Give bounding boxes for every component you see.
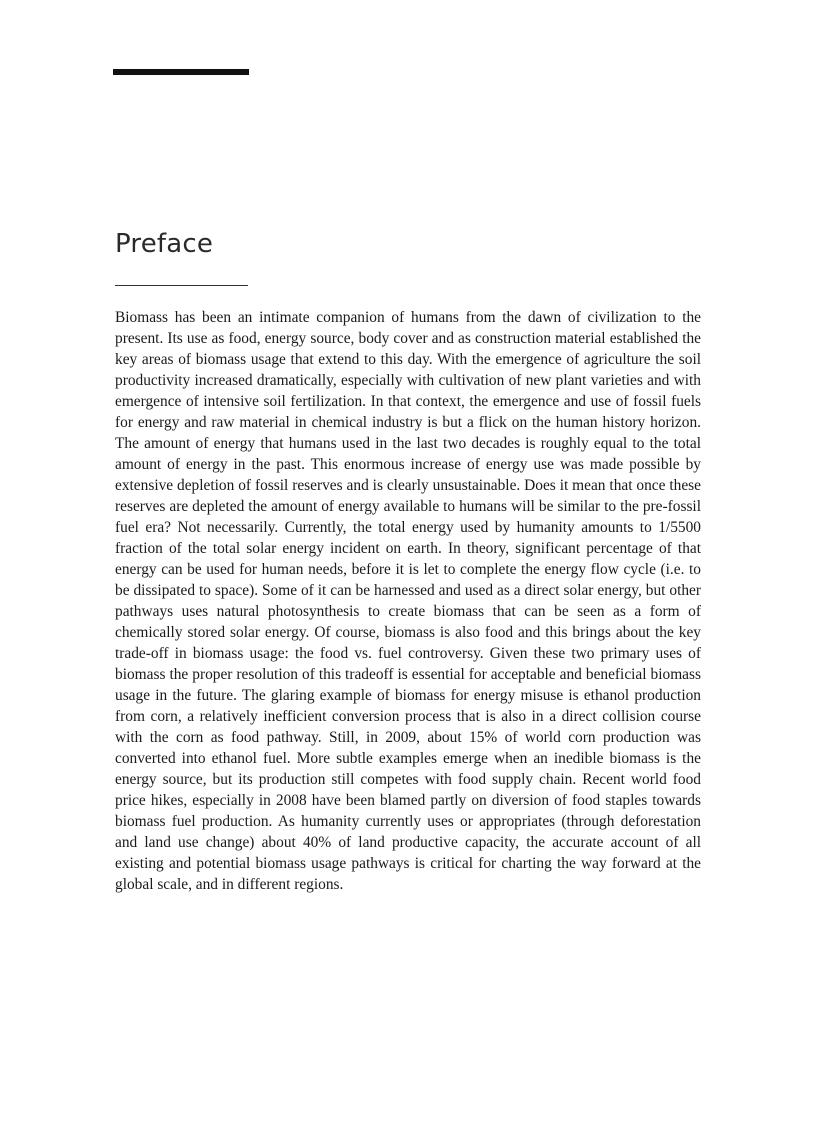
- page-title: Preface: [115, 229, 214, 259]
- preface-body-paragraph: Biomass has been an intimate companion of humans from the dawn of civilization to the present. Its use as food, energy source, body cover and as construction material established the key areas of biomass usage that extend to this day. With the emergence of agriculture the soil productivity increased dramatically, especially with cultivation of new plant varieties and with emergence of intensive soil fertilization. In that context, the emergence and use of fossil fuels for energy and raw material in chemical industry is but a flick on the human history horizon. The amount of energy that humans used in the last two decades is roughly equal to the total amount of energy in the past. This enormous increase of energy use was made possible by extensive depletion of fossil reserves and is clearly unsustainable. Does it mean that once these reserves are depleted the amount of energy available to humans will be similar to the pre-fossil fuel era? Not necessarily. Currently, the total energy used by humanity amounts to 1/5500 fraction of the total solar energy incident on earth. In theory, significant percentage of that energy can be used for human needs, before it is let to complete the energy flow cycle (i.e. to be dissipated to space). Some of it can be harnessed and used as a direct solar energy, but other pathways uses natural photosynthesis to create biomass that can be seen as a form of chemically stored solar energy. Of course, biomass is also food and this brings about the key trade-off in biomass usage: the food vs. fuel controversy. Given these two primary uses of biomass the proper resolution of this tradeoff is essential for acceptable and beneficial biomass usage in the future. The glaring example of biomass for energy misuse is ethanol production from corn, a relatively inefficient conversion process that is also in a direct collision course with the corn as food pathway. Still, in 2009, about 15% of world corn production was converted into ethanol fuel. More subtle examples emerge when an inedible biomass is the energy source, but its production still competes with food supply chain. Recent world food price hikes, especially in 2008 have been blamed partly on diversion of food staples towards biomass fuel production. As humanity currently uses or appropriates (through deforestation and land use change) about 40% of land productive capacity, the accurate account of all existing and potential biomass usage pathways is critical for charting the way forward at the global scale, and in different regions.: [115, 309, 701, 893]
- top-decorative-rule: [113, 69, 249, 75]
- title-underline-rule: [115, 285, 248, 286]
